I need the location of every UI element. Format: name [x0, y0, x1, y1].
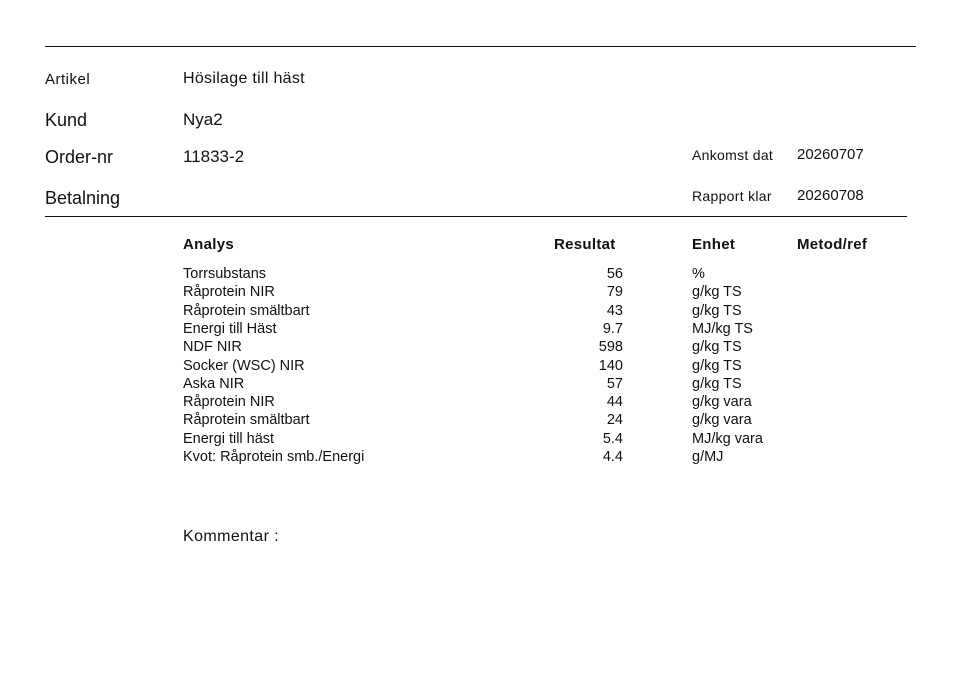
enhet-cell: g/kg TS [692, 339, 742, 356]
table-row [0, 393, 960, 411]
resultat-cell: 4.4 [602, 449, 623, 465]
ankomst-value: 20260707 [797, 146, 864, 163]
header-rule [45, 216, 907, 217]
analys-cell: Råprotein smältbart [183, 412, 310, 429]
resultat-cell: 57 [606, 375, 623, 392]
rapport-label: Rapport klar [692, 188, 772, 204]
enhet-cell: g/kg TS [692, 302, 742, 319]
enhet-cell: g/kg TS [692, 375, 742, 392]
enhet-cell: g/kg vara [692, 394, 752, 411]
resultat-cell: 79 [606, 284, 623, 301]
enhet-cell: % [692, 266, 705, 282]
kund-value: Nya2 [183, 110, 223, 129]
col-header-resultat: Resultat [554, 236, 616, 253]
order-label: Order-nr [45, 147, 114, 167]
analys-cell: Torrsubstans [183, 266, 267, 282]
resultat-cell: 9.7 [602, 320, 623, 337]
table-row [0, 448, 960, 466]
resultat-cell: 140 [598, 357, 623, 374]
analys-cell: Råprotein NIR [183, 284, 275, 301]
analys-cell: Energi till häst [183, 430, 275, 447]
order-value: 11833-2 [183, 147, 245, 166]
top-rule [45, 46, 916, 47]
betalning-label: Betalning [45, 188, 121, 208]
analys-cell: Energi till Häst [183, 320, 277, 337]
resultat-cell: 24 [606, 412, 623, 429]
analys-cell: Aska NIR [183, 375, 245, 392]
resultat-cell: 56 [606, 266, 623, 282]
table-row [0, 302, 960, 320]
enhet-cell: g/kg vara [692, 412, 752, 429]
resultat-cell: 43 [606, 302, 623, 319]
kund-label: Kund [45, 110, 88, 130]
ankomst-label: Ankomst dat [692, 147, 774, 163]
enhet-cell: g/kg TS [692, 357, 742, 374]
comment-label: Kommentar : [183, 528, 279, 545]
col-header-enhet: Enhet [692, 236, 736, 253]
enhet-cell: MJ/kg TS [692, 320, 753, 337]
analys-cell: Socker (WSC) NIR [183, 357, 305, 374]
analys-cell: Kvot: Råprotein smb./Energi [183, 449, 365, 465]
analys-cell: NDF NIR [183, 339, 242, 356]
resultat-cell: 5.4 [602, 430, 623, 447]
table-row [0, 411, 960, 429]
table-row [0, 430, 960, 448]
artikel-value: Hösilage till häst [183, 70, 305, 87]
table-row [0, 265, 960, 283]
table-row [0, 357, 960, 375]
table-row [0, 283, 960, 301]
enhet-cell: MJ/kg vara [692, 430, 763, 447]
analys-cell: Råprotein NIR [183, 394, 275, 411]
analys-cell: Råprotein smältbart [183, 302, 310, 319]
resultat-cell: 598 [598, 339, 623, 356]
table-row [0, 338, 960, 356]
enhet-cell: g/MJ [692, 449, 724, 465]
artikel-label: Artikel [45, 71, 91, 88]
enhet-cell: g/kg TS [692, 284, 742, 301]
table-row [0, 320, 960, 338]
resultat-cell: 44 [606, 394, 623, 411]
table-row [0, 375, 960, 393]
col-header-metod: Metod/ref [797, 236, 868, 253]
col-header-analys: Analys [183, 236, 234, 253]
rapport-value: 20260708 [797, 187, 864, 204]
